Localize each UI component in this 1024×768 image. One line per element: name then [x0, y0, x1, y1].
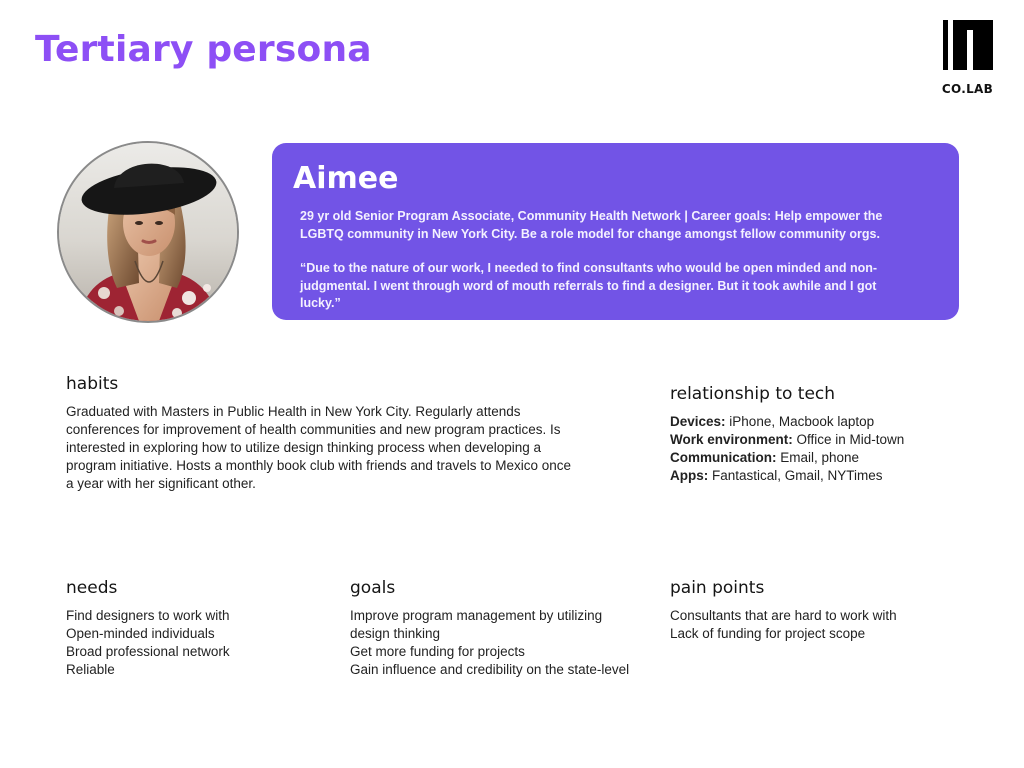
page-title: Tertiary persona	[35, 29, 372, 70]
needs-item: Open-minded individuals	[66, 626, 215, 641]
persona-quote: “Due to the nature of our work, I needed to find consultants who would be open minded and non-judgmental. I went through word of mouth referrals to find a designer. But it took awhile and I got lucky.”	[300, 261, 878, 310]
persona-card	[272, 143, 959, 320]
needs-item: Find designers to work with	[66, 608, 230, 623]
tech-section	[670, 383, 970, 485]
needs-item: Reliable	[66, 662, 115, 677]
persona-summary	[300, 208, 920, 330]
logo-text: CO.LAB	[941, 82, 994, 96]
pain-points-heading: pain points	[670, 578, 765, 598]
pain-points-section	[670, 577, 970, 643]
persona-name: Aimee	[293, 161, 399, 196]
tech-heading: relationship to tech	[670, 384, 836, 404]
needs-section	[66, 577, 316, 679]
needs-heading: needs	[66, 578, 118, 598]
habits-text: Graduated with Masters in Public Health in New York City. Regularly attends conferences for improvement of health communities and new program practices. Is interested in exploring how to utilize design thinking process when developing a program initiative. Hosts a monthly book club with friends and travels to Mexico once a year with her significant other.	[66, 404, 571, 491]
tech-item-work-environment: Work environment: Office in Mid-town	[670, 432, 905, 447]
pain-point-item: Consultants that are hard to work with	[670, 608, 897, 623]
colab-logo	[935, 20, 1000, 96]
habits-heading: habits	[66, 374, 119, 394]
pain-point-item: Lack of funding for project scope	[670, 626, 866, 641]
persona-description: 29 yr old Senior Program Associate, Community Health Network | Career goals: Help empower the LGBTQ community in New York City. Be a role model for change amongst fellow community orgs.	[300, 209, 883, 241]
goals-heading: goals	[350, 578, 396, 598]
goals-section	[350, 577, 640, 679]
persona-avatar	[57, 141, 239, 323]
goals-item: Improve program management by utilizing design thinking	[350, 608, 603, 641]
tech-item-communication: Communication: Email, phone	[670, 450, 860, 465]
persona-photo	[59, 143, 237, 321]
habits-section	[66, 373, 576, 493]
tech-item-apps: Apps: Fantastical, Gmail, NYTimes	[670, 468, 883, 483]
tech-item-devices: Devices: iPhone, Macbook laptop	[670, 414, 875, 429]
colab-logo-icon	[943, 20, 993, 70]
goals-item: Get more funding for projects	[350, 644, 525, 659]
needs-item: Broad professional network	[66, 644, 230, 659]
goals-item: Gain influence and credibility on the state-level	[350, 662, 630, 677]
